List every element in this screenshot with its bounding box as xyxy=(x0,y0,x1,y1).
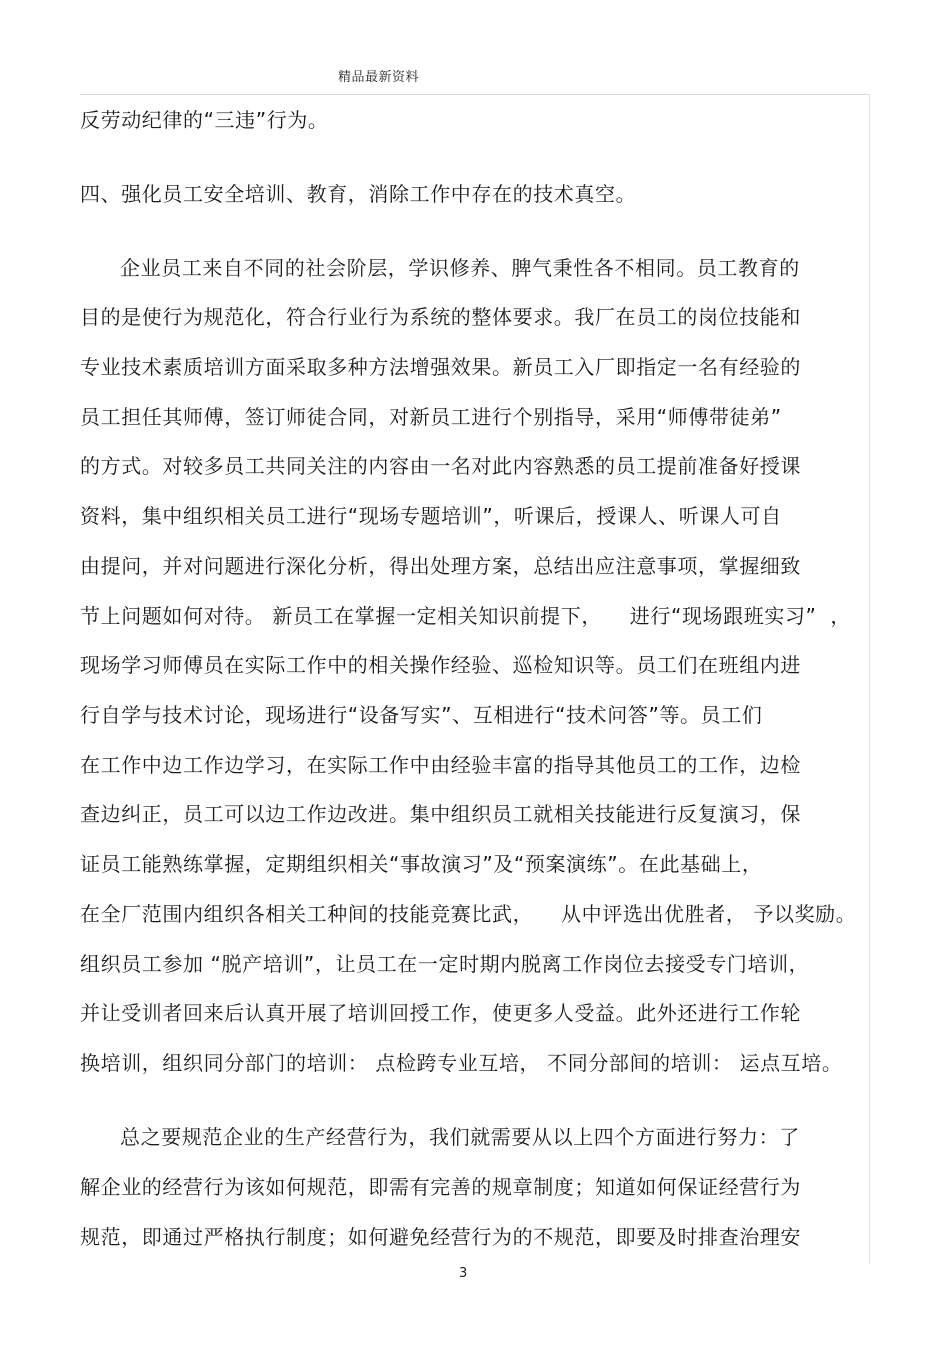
header-divider xyxy=(80,94,870,95)
right-margin-rule xyxy=(869,94,870,1264)
text-line-22: 规范，即通过严格执行制度；如何避免经营行为的不规范，即要及时排查治理安 xyxy=(80,1225,801,1249)
text-line-20: 总之要规范企业的生产经营行为，我们就需要从以上四个方面进行努力：了 xyxy=(120,1125,800,1149)
page-number: 3 xyxy=(459,1266,468,1281)
text-line-15: 证员工能熟练掌握，定期组织相关“事故演习”及“预案演练”。在此基础上， xyxy=(80,852,763,876)
text-line-13: 在工作中边工作边学习，在实际工作中由经验丰富的指导其他员工的工作，边检 xyxy=(80,753,801,777)
section-heading-4: 四、强化员工安全培训、教育，消除工作中存在的技术真空。 xyxy=(80,182,637,206)
text-line-7: 的方式。对较多员工共同关注的内容由一名对此内容熟悉的员工提前准备好授课 xyxy=(80,454,801,478)
text-line-5: 专业技术素质培训方面采取多种方法增强效果。新员工入厂即指定一名有经验的 xyxy=(80,355,801,379)
text-line-18: 并让受训者回来后认真开展了培训回授工作，使更多人受益。此外还进行工作轮 xyxy=(80,1001,801,1025)
text-line-4: 目的是使行为规范化，符合行业行为系统的整体要求。我厂在员工的岗位技能和 xyxy=(80,305,801,329)
text-line-12: 行自学与技术讨论，现场进行“设备写实”、互相进行“技术问答”等。员工们 xyxy=(80,703,763,727)
text-line-11: 现场学习师傅员在实际工作中的相关操作经验、巡检知识等。员工们在班组内进 xyxy=(80,653,801,677)
text-line-21: 解企业的经营行为该如何规范，即需有完善的规章制度；知道如何保证经营行为 xyxy=(80,1175,801,1199)
text-line-19: 换培训，组织同分部门的培训： 点检跨专业互培， 不同分部间的培训： 运点互培。 xyxy=(80,1051,843,1075)
text-line-8: 资料，集中组织相关员工进行“现场专题培训”，听课后，授课人、听课人可自 xyxy=(80,504,782,528)
text-line-14: 查边纠正，员工可以边工作边改进。集中组织员工就相关技能进行反复演习，保 xyxy=(80,802,801,826)
text-line-9: 由提问，并对问题进行深化分析，得出处理方案，总结出应注意事项，掌握细致 xyxy=(80,554,801,578)
text-line-6: 员工担任其师傅，签订师徒合同，对新员工进行个别指导，采用“师傅带徒弟” xyxy=(80,405,782,429)
page-header: 精品最新资料 xyxy=(338,70,420,85)
text-line-17: 组织员工参加 “脱产培训”，让员工在一定时期内脱离工作岗位去接受专门培训， xyxy=(80,952,810,976)
text-line-10: 节上问题如何对待。 新员工在掌握一定相关知识前提下， 进行“现场跟班实习” ， xyxy=(80,604,852,628)
text-line-3: 企业员工来自不同的社会阶层，学识修养、脾气秉性各不相同。员工教育的 xyxy=(120,256,800,280)
text-line-1: 反劳动纪律的“三违”行为。 xyxy=(80,108,329,132)
text-line-16: 在全厂范围内组织各相关工种间的技能竞赛比武， 从中评选出优胜者， 予以奖励。 xyxy=(80,902,857,926)
